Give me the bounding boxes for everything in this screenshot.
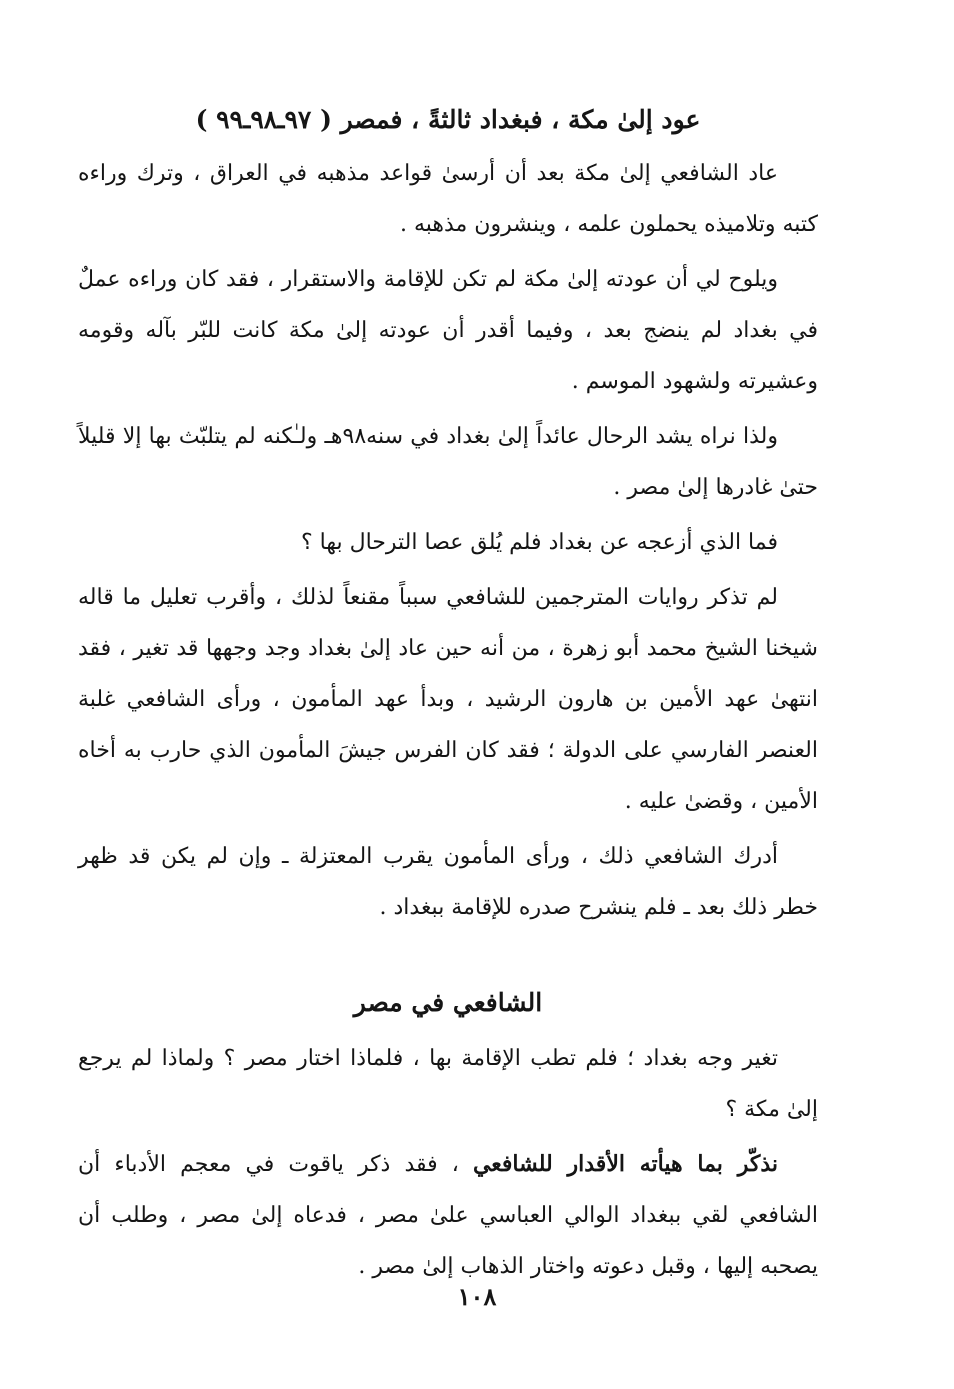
page-number: ١٠٨ xyxy=(457,1282,497,1311)
section-title-shafii-in-egypt: الشافعي في مصر xyxy=(353,988,543,1017)
paragraph-reason-for-return: ويلوح لي أن عودته إلىٰ مكة لم تكن للإقامة والاستقرار ، فقد كان وراءه عملٌ في بغداد لم ينضج بعد ، وفيما أقدر أن عودته إلىٰ مكة كانت للبّر بآله وقومه وعشيرته ولشهود الموسم . xyxy=(78,267,818,394)
paragraph-question: فما الذي أزعجه عن بغداد فلم يُلق عصا الترحال بها ؟ xyxy=(300,530,778,555)
paragraph-back-to-baghdad: ولذا نراه يشد الرحال عائداً إلىٰ بغداد في سنه٩٨هـ ولـٰكنه لم يتلبّث بها إلا قليلاً حتىٰ غادرها إلىٰ مصر . xyxy=(78,424,818,500)
paragraph-mutazila: أدرك الشافعي ذلك ، ورأى المأمون يقرب المعتزلة ـ وإن لم يكن قد ظهر خطر ذلك بعد ـ فلم ينشرح صدره للإقامة ببغداد . xyxy=(78,844,818,920)
paragraph-return-to-mecca: عاد الشافعي إلىٰ مكة بعد أن أرسىٰ قواعد مذهبه في العراق ، وترك وراءه كتبه وتلاميذه يحملون علمه ، وينشرون مذهبه . xyxy=(78,161,818,237)
paragraph-yaqut-account xyxy=(78,1139,818,1292)
paragraph-abu-zahra-explanation: لم تذكر روايات المترجمين للشافعي سبباً مقنعاً لذلك ، وأقرب تعليل ما قاله شيخنا الشيخ محمد أبو زهرة ، من أنه حين عاد إلىٰ بغداد وجد وجهها قد تغير ، فقد انتهىٰ عهد الأمين بن هارون الرشيد ، وبدأ عهد المأمون ، ورأى الشافعي غلبة العنصر الفارسي على الدولة ؛ فقد كان الفرس جيشَ المأمون الذي حارب به أخاه الأمين ، وقضىٰ عليه . xyxy=(78,585,818,814)
page-body xyxy=(78,100,818,1296)
paragraph-lead-bold: نذكّر بما هيأته الأقدار للشافعي xyxy=(472,1151,778,1177)
paragraph-rest: ، فقد ذكر ياقوت في معجم الأدباء أن الشافعي لقي ببغداد الوالي العباسي علىٰ مصر ، فدعاه إلىٰ مصر ، وطلب أن يصحبه إليها ، وقبل دعوته واختار الذهاب إلىٰ مصر . xyxy=(78,1152,818,1279)
section-title-return-to-mecca: عود إلىٰ مكة ، فبغداد ثالثةً ، فمصر ( ٩٧ـ٩٨ـ٩٩ ) xyxy=(195,105,701,134)
paragraph-why-egypt: تغير وجه بغداد ؛ فلم تطب الإقامة بها ، فلماذا اختار مصر ؟ ولماذا لم يرجع إلىٰ مكة ؟ xyxy=(78,1046,818,1122)
